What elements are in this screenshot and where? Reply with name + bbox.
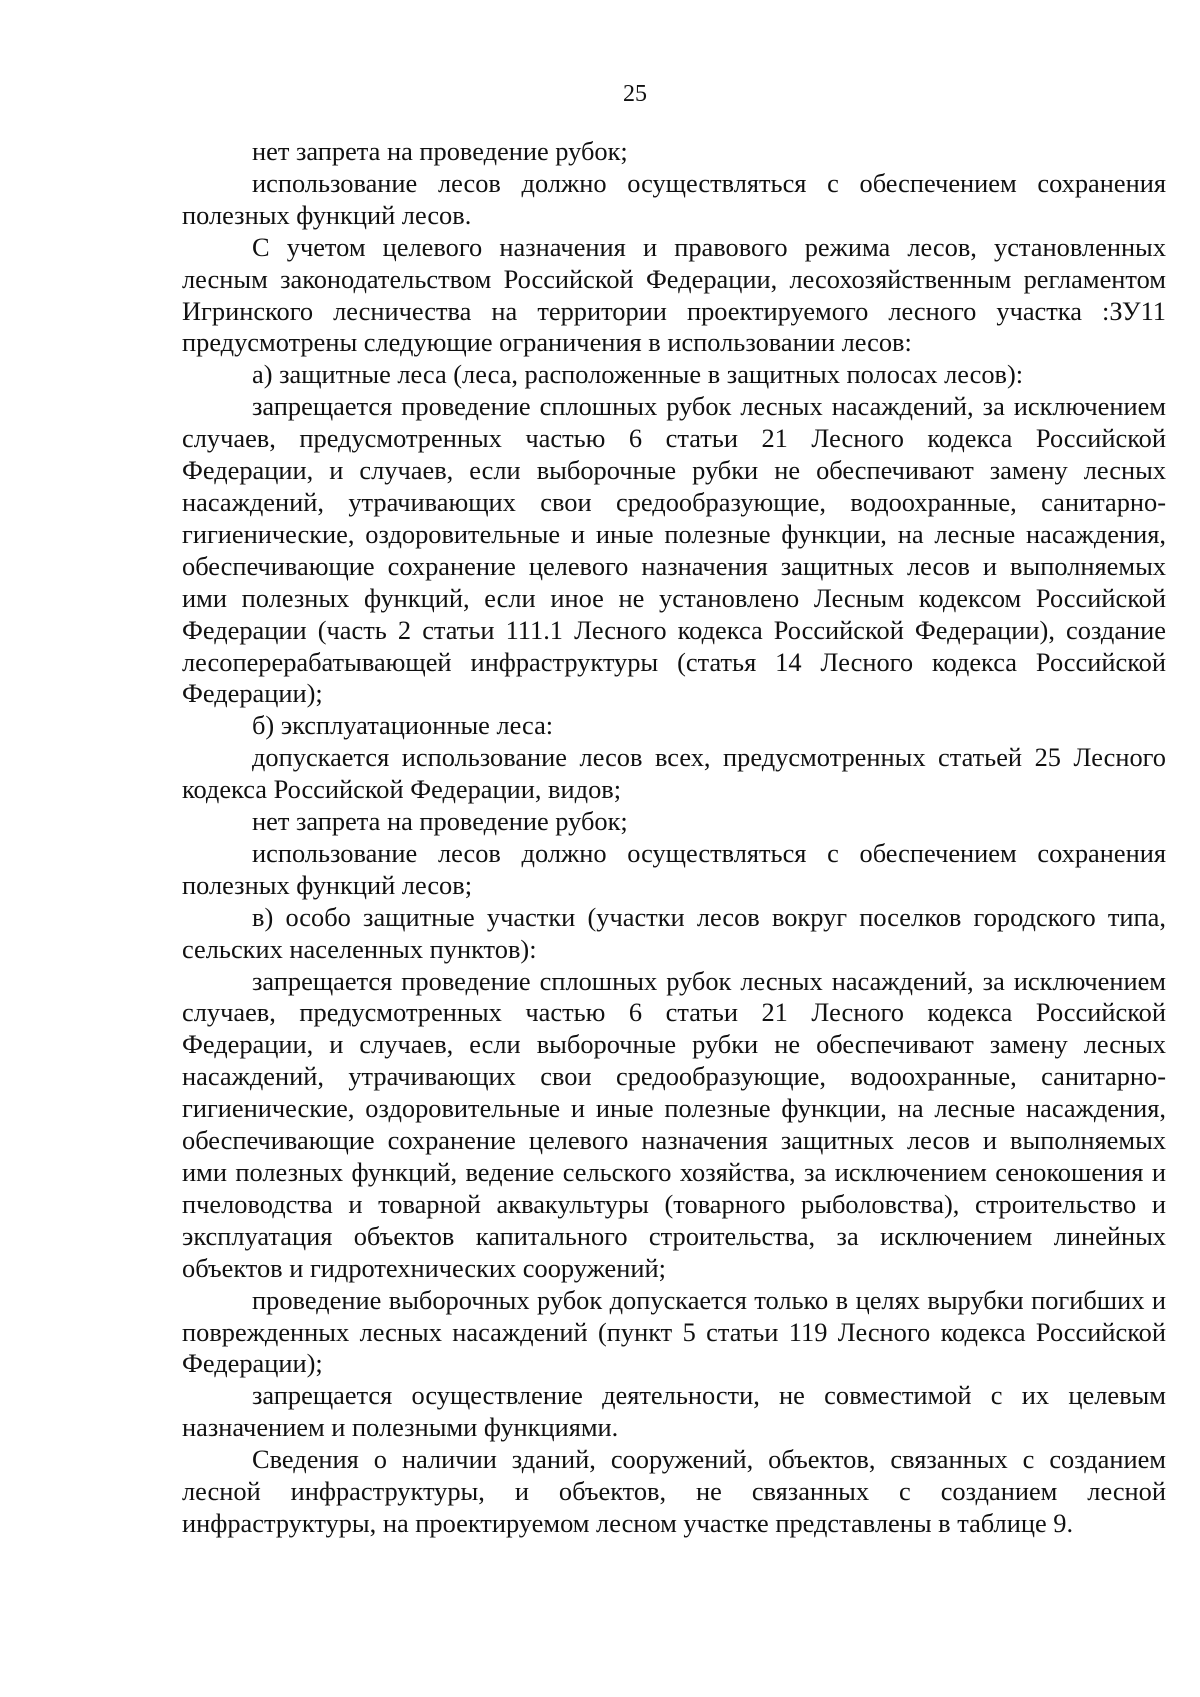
paragraph-preserve-functions: использование лесов должно осуществляться с обеспечением сохранения полезных функций лесов.	[182, 167, 1166, 230]
paragraph-infrastructure-info: Сведения о наличии зданий, сооружений, объектов, связанных с созданием лесной инфраструктуры, и объектов, не связанных с созданием лесной инфраструктуры, на проектируемом лесном участке представлены в таблице 9.	[182, 1444, 1166, 1538]
document-body	[182, 136, 1166, 1540]
paragraph-production-forests-heading: б) эксплуатационные леса:	[252, 710, 554, 741]
paragraph-protective-forests-rules: запрещается проведение сплошных рубок лесных насаждений, за исключением случаев, предусмотренных частью 6 статьи 21 Лесного кодекса Российской Федерации, и случаев, если выборочные рубки не обеспечивают замену лесных насаждений, утрачивающих свои средообразующие, водоохранные, санитарно-гигиенические, оздоровительные и иные полезные функции, на лесные насаждения, обеспечивающие сохранение целевого назначения защитных лесов и выполняемых ими полезных функций, если иное не установлено Лесным кодексом Российской Федерации (часть 2 статьи 111.1 Лесного кодекса Российской Федерации), создание лесоперерабатывающей инфраструктуры (статья 14 Лесного кодекса Российской Федерации);	[182, 391, 1166, 709]
paragraph-production-forests-uses: допускается использование лесов всех, предусмотренных статьей 25 Лесного кодекса Российской Федерации, видов;	[182, 742, 1166, 805]
paragraph-protective-forests-heading: а) защитные леса (леса, расположенные в защитных полосах лесов):	[252, 359, 1024, 390]
paragraph-selective-cutting: проведение выборочных рубок допускается только в целях вырубки погибших и поврежденных лесных насаждений (пункт 5 статьи 119 Лесного кодекса Российской Федерации);	[182, 1284, 1166, 1379]
paragraph-no-cutting-ban: нет запрета на проведение рубок;	[252, 136, 628, 166]
paragraph-special-areas-rules: запрещается проведение сплошных рубок лесных насаждений, за исключением случаев, предусмотренных частью 6 статьи 21 Лесного кодекса Российской Федерации, и случаев, если выборочные рубки не обеспечивают замену лесных насаждений, утрачивающих свои средообразующие, водоохранные, санитарно-гигиенические, оздоровительные и иные полезные функции, на лесные насаждения, обеспечивающие сохранение целевого назначения защитных лесов и выполняемых ими полезных функций, ведение сельского хозяйства, за исключением сенокошения и пчеловодства и товарной аквакультуры (товарного рыболовства), строительство и эксплуатация объектов капитального строительства, за исключением линейных объектов и гидротехнических сооружений;	[182, 965, 1166, 1283]
paragraph-production-no-cutting-ban: нет запрета на проведение рубок;	[252, 806, 628, 837]
paragraph-special-areas-heading: в) особо защитные участки (участки лесов вокруг поселков городского типа, сельских населенных пунктов):	[182, 901, 1166, 964]
page-number: 25	[623, 81, 647, 107]
paragraph-production-preserve-functions: использование лесов должно осуществляться с обеспечением сохранения полезных функций лесов;	[182, 837, 1166, 900]
paragraph-incompatible-activity: запрещается осуществление деятельности, не совместимой с их целевым назначением и полезными функциями.	[182, 1380, 1166, 1443]
paragraph-restrictions-intro: С учетом целевого назначения и правового режима лесов, установленных лесным законодательством Российской Федерации, лесохозяйственным регламентом Игринского лесничества на территории проектируемого лесного участка :ЗУ11 предусмотрены следующие ограничения в использовании лесов:	[182, 231, 1166, 358]
